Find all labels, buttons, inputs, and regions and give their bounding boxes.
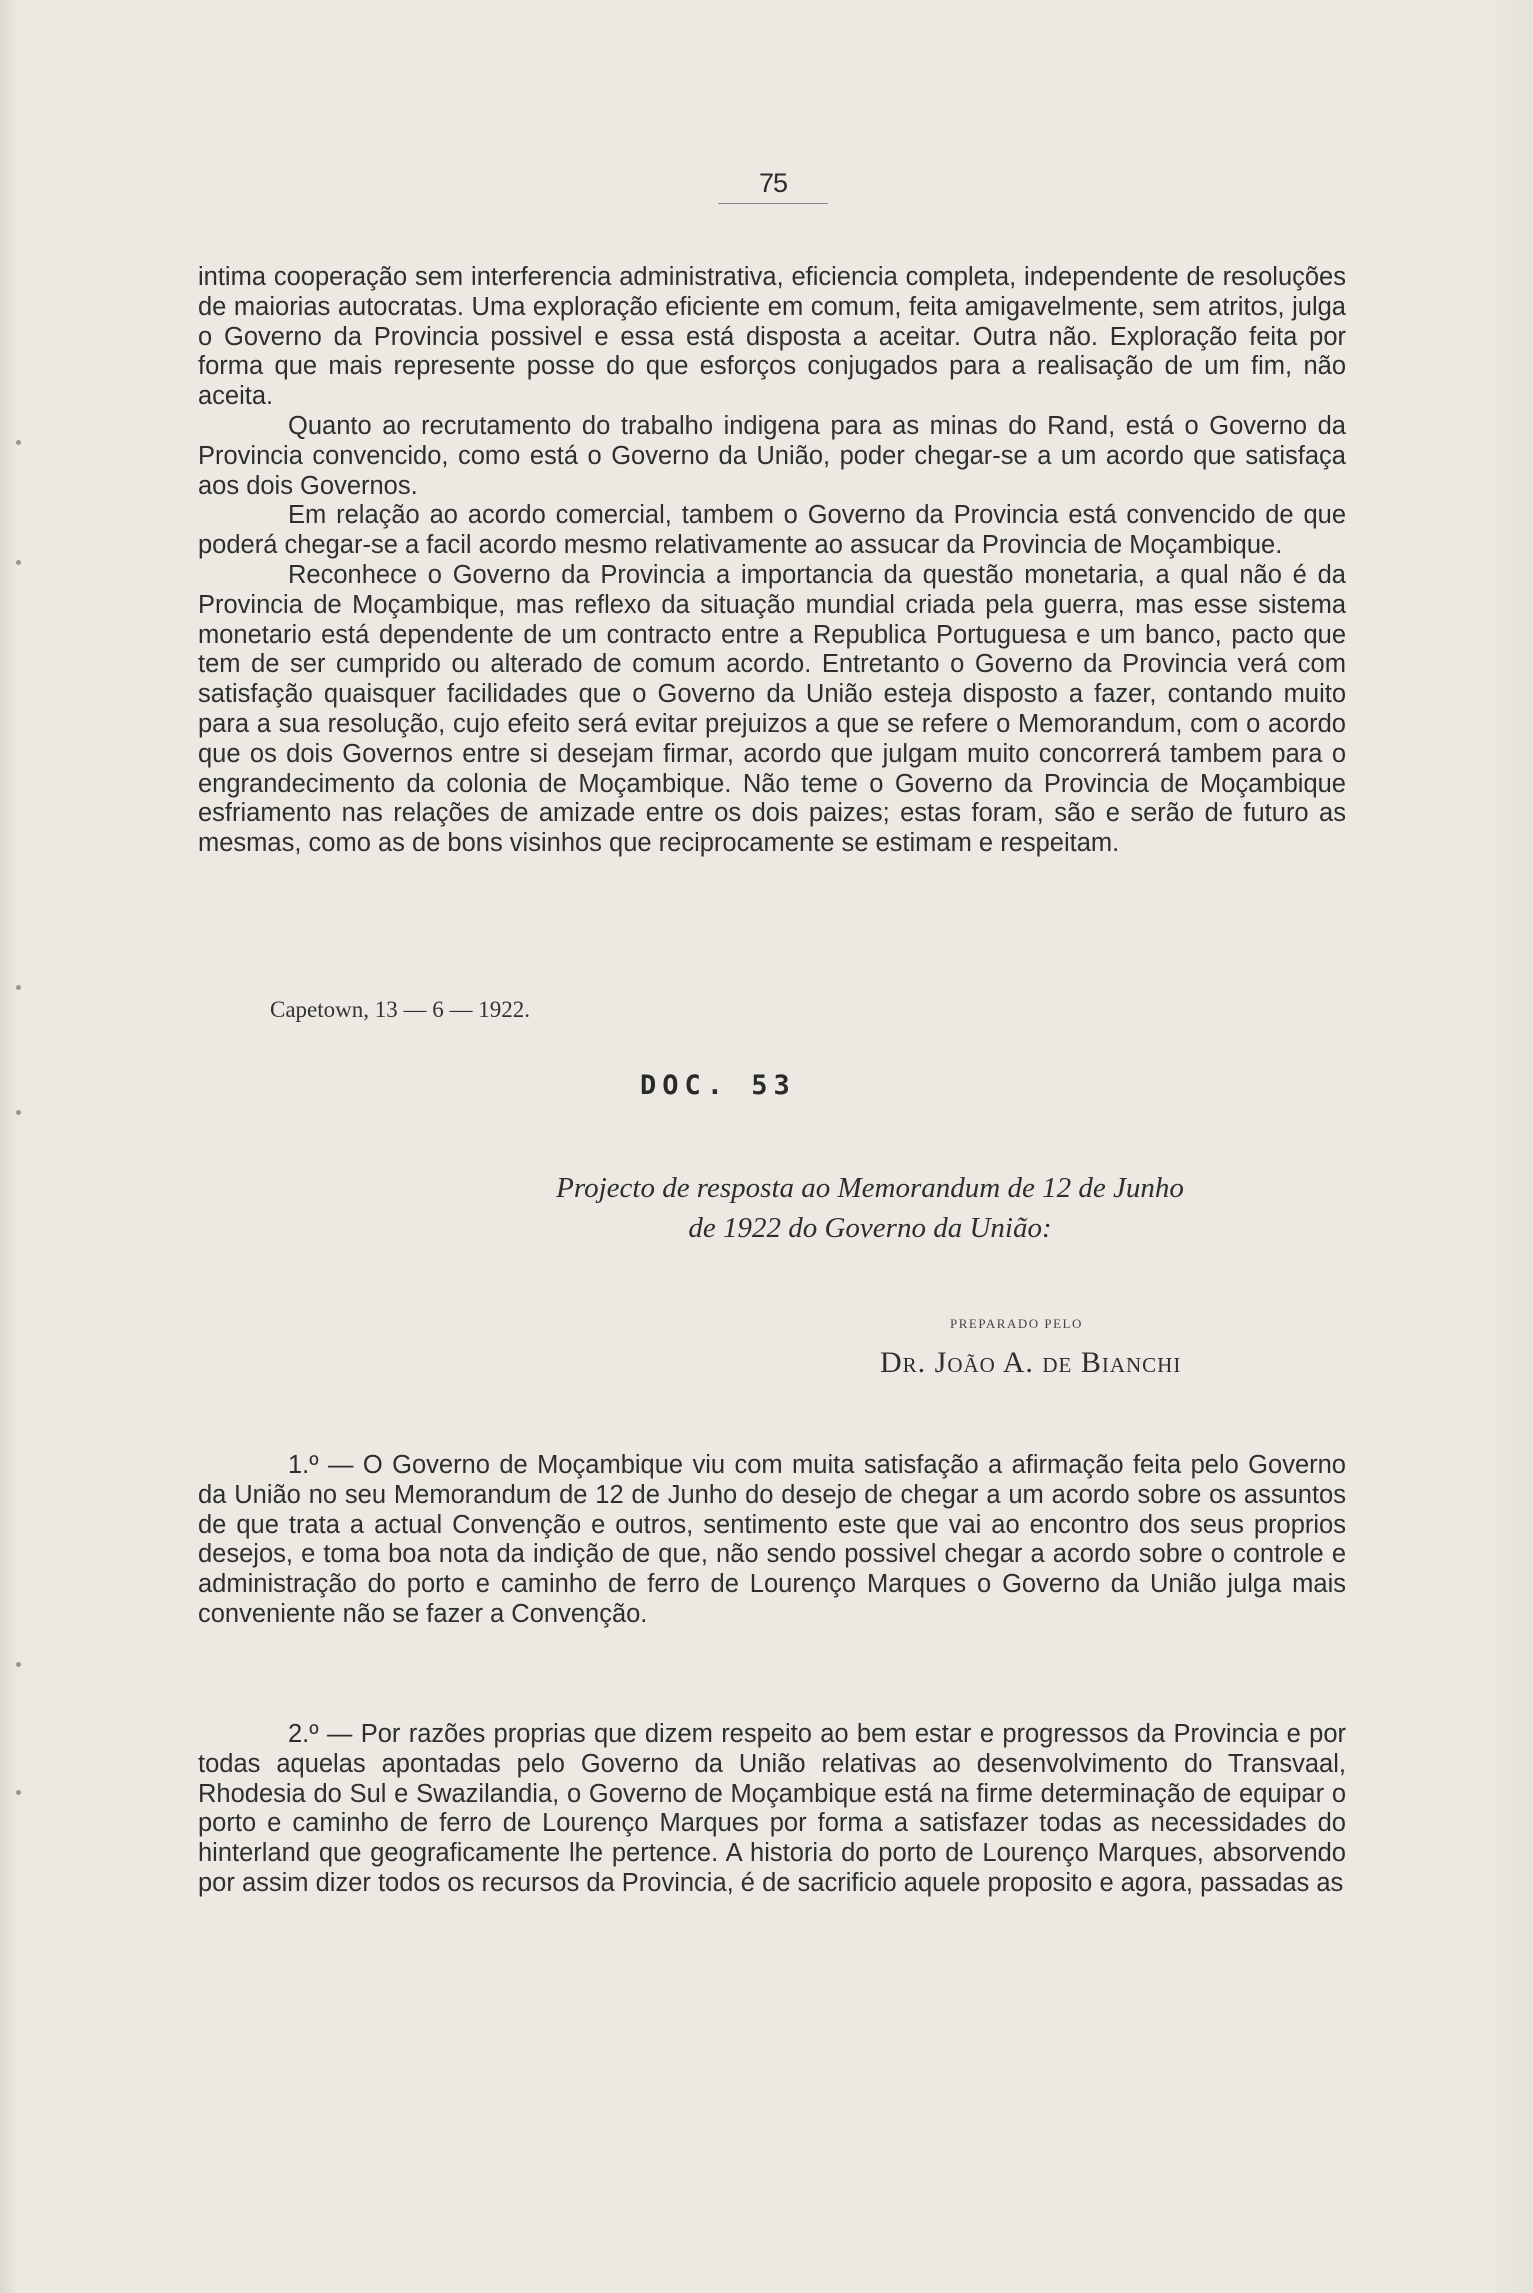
numbered-item xyxy=(198,1720,1346,1899)
document-title-line: Projecto de resposta ao Memorandum de 12 de Junho xyxy=(556,1172,1184,1204)
paragraph: intima cooperação sem interferencia administrativa, eficiencia completa, independente de resoluções de maiorias autocratas. Uma exploração eficiente em comum, feita amigavelmente, sem atritos, julga o Governo da Provincia possivel e essa está disposta a aceitar. Outra não. Exploração feita por forma que mais represente posse do que esforços conjugados para a realisação de um fim, não aceita. xyxy=(198,263,1346,411)
margin-speck xyxy=(16,560,21,565)
margin-speck xyxy=(16,985,21,990)
document-title-line: de 1922 do Governo da União: xyxy=(688,1212,1052,1244)
place-date: Capetown, 13 — 6 — 1922. xyxy=(270,997,531,1022)
paragraph: Quanto ao recrutamento do trabalho indigena para as minas do Rand, está o Governo da Provincia convencido, como está o Governo da União, poder chegar-se a um acordo que satisfaça aos dois Governos. xyxy=(198,411,1346,500)
margin-speck xyxy=(16,1662,21,1667)
margin-speck xyxy=(16,440,21,445)
page-number: 75 xyxy=(718,168,828,204)
continuation-text xyxy=(198,263,1346,859)
paragraph: 2.º — Por razões proprias que dizem respeito ao bem estar e progressos da Provincia e por todas aquelas apontadas pelo Governo da União relativas ao desenvolvimento do Transvaal, Rhodesia do Sul e Swazilandia, o Governo de Moçambique está na firme determinação de equipar o porto e caminho de ferro de Lourenço Marques por forma a satisfazer todas as necessidades do hinterland que geograficamente lhe pertence. A historia do porto de Lourenço Marques, absorvendo por assim dizer todos os recursos da Provincia, é de sacrificio aquele proposito e agora, passadas as xyxy=(198,1720,1346,1897)
paragraph: Em relação ao acordo comercial, tambem o Governo da Provincia está convencido de que poderá chegar-se a facil acordo mesmo relativamente ao assucar da Provincia de Moçambique. xyxy=(198,501,1346,560)
numbered-item xyxy=(198,1451,1346,1630)
document-title xyxy=(420,1168,1320,1248)
author-name: Dr. João A. de Bianchi xyxy=(880,1346,1182,1379)
paragraph: 1.º — O Governo de Moçambique viu com muita satisfação a afirmação feita pelo Governo da União no seu Memorandum de 12 de Junho do desejo de chegar a um acordo sobre os assuntos de que trata a actual Convenção e outros, sentimento este que vai ao encontro dos seus proprios desejos, e toma boa nota da indição de que, não sendo possivel chegar a acordo sobre o controle e administração do porto e caminho de ferro de Lourenço Marques o Governo da União julga mais conveniente não se fazer a Convenção. xyxy=(198,1451,1346,1628)
prepared-by-label: PREPARADO PELO xyxy=(950,1316,1083,1331)
document-heading: DOC. 53 xyxy=(640,1070,796,1101)
paragraph: Reconhece o Governo da Provincia a importancia da questão monetaria, a qual não é da Provincia de Moçambique, mas reflexo da situação mundial criada pela guerra, mas esse sistema monetario está dependente de um contracto entre a Republica Portuguesa e um banco, pacto que tem de ser cumprido ou alterado de comum acordo. Entretanto o Governo da Provincia verá com satisfação quaisquer facilidades que o Governo da União esteja disposto a fazer, contando muito para a sua resolução, cujo efeito será evitar prejuizos a que se refere o Memorandum, com o acordo que os dois Governos entre si desejam firmar, acordo que julgam muito concorrerá tambem para o engrandecimento da colonia de Moçambique. Não teme o Governo da Provincia de Moçambique esfriamento nas relações de amizade entre os dois paizes; estas foram, são e serão de futuro as mesmas, como as de bons visinhos que reciprocamente se estimam e respeitam. xyxy=(198,560,1346,858)
margin-speck xyxy=(16,1790,21,1795)
margin-speck xyxy=(16,1110,21,1115)
